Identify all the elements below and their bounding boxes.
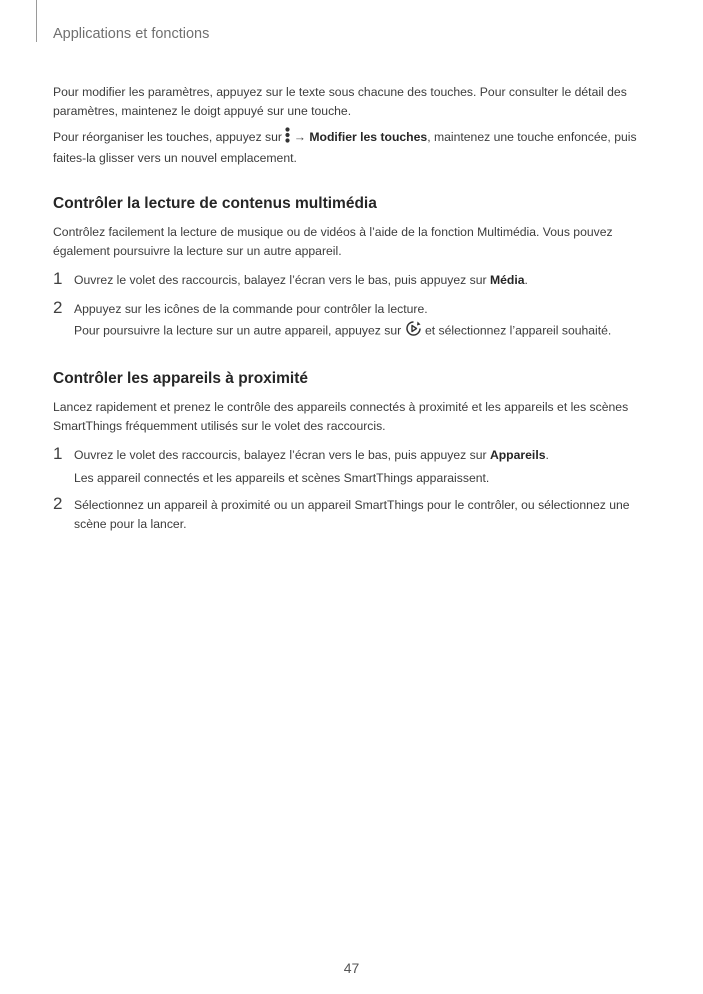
- step-number: 2: [53, 494, 63, 513]
- page-number: 47: [343, 960, 360, 976]
- step-text: Ouvrez le volet des raccourcis, balayez l’écran vers le bas, puis appuyez sur Média.: [74, 273, 528, 287]
- section-media-intro: Contrôlez facilement la lecture de musique ou de vidéos à l’aide de la fonction Multimédia. Vous pouvez également poursuivre la lecture sur un autre appareil.: [53, 225, 613, 258]
- page-header: Applications et fonctions: [53, 26, 210, 42]
- step-number: 1: [53, 444, 63, 463]
- step-text: Appuyez sur les icônes de la commande pour contrôler la lecture.: [74, 302, 428, 316]
- modify-keys-label: Modifier les touches: [309, 130, 428, 145]
- intro-paragraph-1: Pour modifier les paramètres, appuyez sur le texte sous chacune des touches. Pour consulter le détail des paramètres, maintenez le doigt appuyé sur une touche.: [53, 85, 627, 118]
- step-number: 1: [53, 269, 63, 288]
- step-subtext: Pour poursuivre la lecture sur un autre appareil, appuyez sur et sélectionnez l’appareil souhaité.: [74, 320, 653, 343]
- section-title-media: Contrôler la lecture de contenus multimédia: [53, 195, 377, 212]
- continue-playback-icon: [405, 320, 422, 343]
- step-subtext: Les appareil connectés et les appareils et scènes SmartThings apparaissent.: [74, 471, 490, 485]
- header-divider: [36, 0, 37, 42]
- devices-step-2: [53, 496, 653, 534]
- media-step-2: [53, 300, 653, 343]
- step-number: 2: [53, 298, 63, 317]
- step-text: Ouvrez le volet des raccourcis, balayez l’écran vers le bas, puis appuyez sur Appareils.: [74, 448, 549, 462]
- media-step-1: [53, 271, 653, 290]
- section-title-devices: Contrôler les appareils à proximité: [53, 370, 308, 387]
- devices-step-1: [53, 446, 653, 488]
- step-text: Sélectionnez un appareil à proximité ou un appareil SmartThings pour le contrôler, ou sélectionnez une scène pour la lancer.: [74, 498, 630, 531]
- page-content: [53, 83, 653, 534]
- intro-paragraph-2: Pour réorganiser les touches, appuyez sur → Modifier les touches, maintenez une touche enfoncée, puis faites-la glisser vers un nouvel emplacement.: [53, 127, 653, 168]
- section-devices-intro: Lancez rapidement et prenez le contrôle des appareils connectés à proximité et les appareils et les scènes SmartThings fréquemment utilisés sur le volet des raccourcis.: [53, 400, 629, 433]
